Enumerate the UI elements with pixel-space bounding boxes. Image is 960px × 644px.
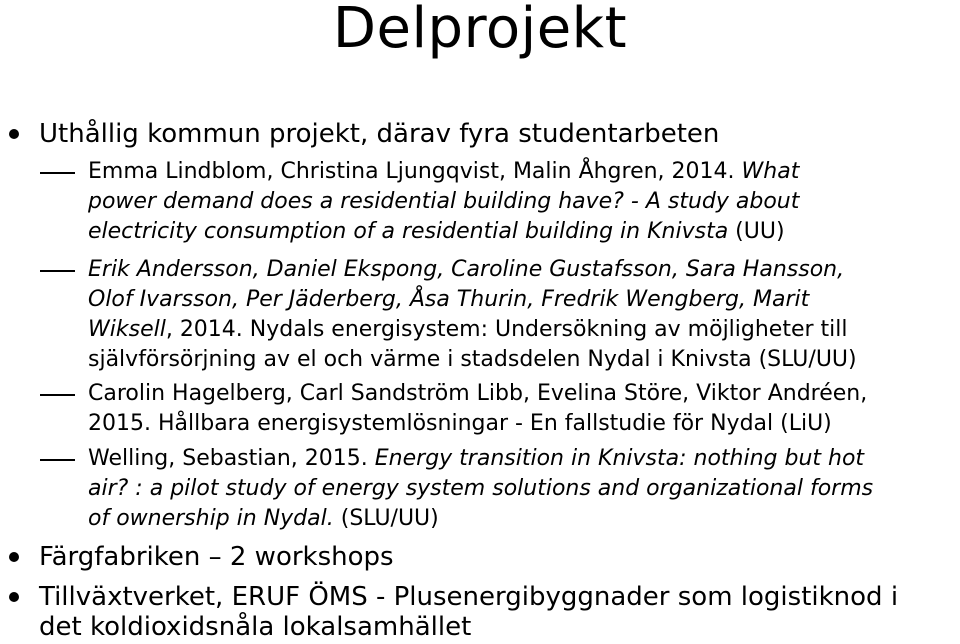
slide-title: Delprojekt [332, 0, 628, 61]
text-line: Wiksell, 2014. Nydals energisystem: Undersökning av möjligheter till [88, 317, 848, 342]
sub-item-text [88, 379, 958, 439]
bullet-icon [9, 129, 19, 139]
sub-item-text [88, 157, 958, 247]
text-line: air? : a pilot study of energy system solutions and organizational forms [88, 476, 874, 501]
bullet-text: Färgfabriken – 2 workshops [39, 542, 394, 572]
text-line: power demand does a residential building have? - A study about [88, 189, 800, 214]
bullet-text: Uthållig kommun projekt, därav fyra studentarbeten [39, 119, 720, 149]
text-line: Olof Ivarsson, Per Jäderberg, Åsa Thurin, Fredrik Wengberg, Marit [88, 287, 810, 312]
bullet-icon [9, 592, 19, 602]
bullet-icon [9, 552, 19, 562]
text-line: of ownership in Nydal. (SLU/UU) [88, 506, 439, 531]
text-line: electricity consumption of a residential building in Knivsta (UU) [88, 219, 785, 244]
text-line: Emma Lindblom, Christina Ljungqvist, Malin Åhgren, 2014. What [88, 159, 800, 184]
text-line: Carolin Hagelberg, Carl Sandström Libb, Evelina Störe, Viktor Andréen, [88, 381, 868, 406]
text-line: Welling, Sebastian, 2015. Energy transition in Knivsta: nothing but hot [88, 446, 865, 471]
dash-icon [40, 270, 75, 272]
text-line: 2015. Hållbara energisystemlösningar - En fallstudie för Nydal (LiU) [88, 411, 832, 436]
text-line: självförsörjning av el och värme i stadsdelen Nydal i Knivsta (SLU/UU) [88, 347, 857, 372]
dash-icon [40, 459, 75, 461]
dash-icon [40, 394, 75, 396]
dash-icon [40, 172, 75, 174]
sub-item-text [88, 255, 958, 375]
text-line: Erik Andersson, Daniel Ekspong, Caroline Gustafsson, Sara Hansson, [88, 257, 845, 282]
sub-item-text [88, 444, 958, 534]
bullet-text: Tillväxtverket, ERUF ÖMS - Plusenergibyggnader som logistiknod i det koldioxidsnåla lokalsamhället [39, 582, 899, 642]
